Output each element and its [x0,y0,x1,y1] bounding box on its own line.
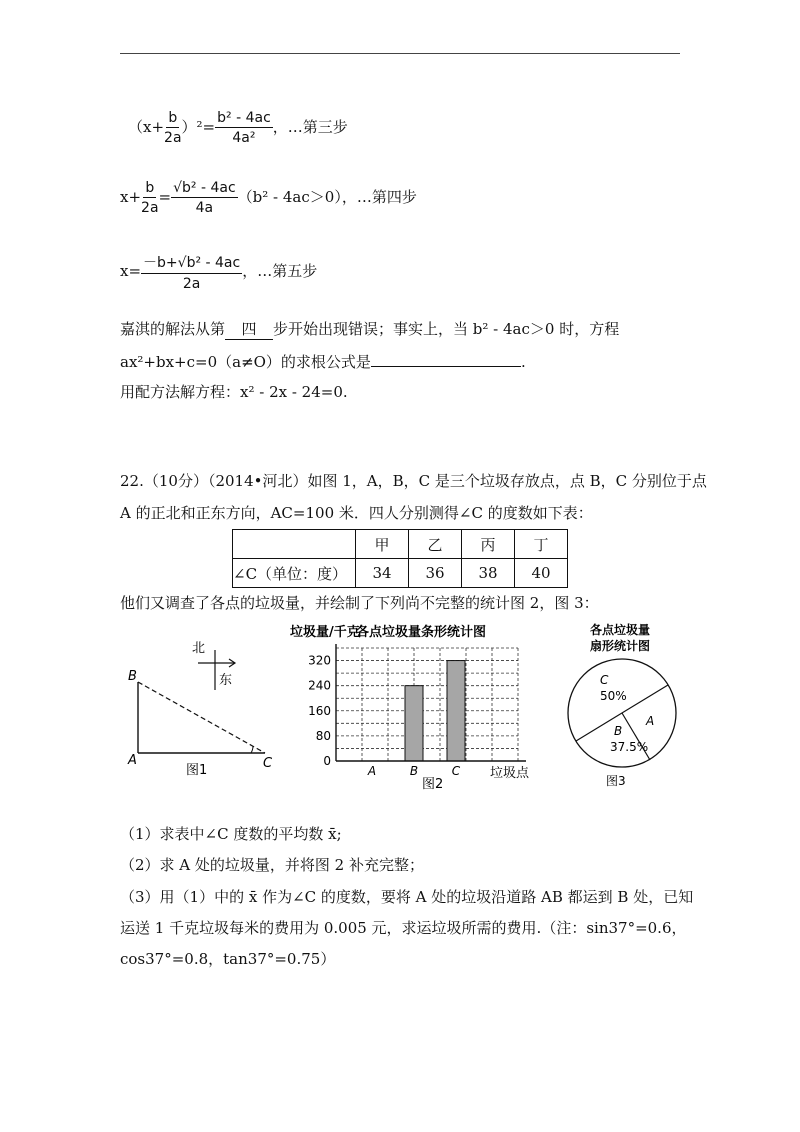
table-row [233,530,568,559]
step4-equation [120,180,417,216]
step4-condition: （b² - 4ac＞0），…第四步 [237,188,417,206]
para1-text-a: 嘉淇的解法从第 [120,320,226,338]
paragraph-formula [120,350,526,372]
table-name-1: 甲 [356,530,409,559]
table-row [233,559,568,588]
para2-text-b: . [520,353,526,371]
step4-eq: = [158,188,172,206]
point-B-label: B [128,669,137,684]
table-value-3: 38 [462,559,515,588]
y-tick-label: 320 [308,653,331,668]
table-value-1: 34 [356,559,409,588]
x-tick-label: C [451,764,461,778]
table-corner [233,530,356,559]
table-name-2: 乙 [409,530,462,559]
sub-question-1: （1）求表中∠C 度数的平均数 x̄; [120,825,342,843]
sub-question-3-line2: 运送 1 千克垃圾每米的费用为 0.005 元，求运垃圾所需的费用.（注：sin37°=0.6， [120,919,687,937]
q22-line2: A 的正北和正东方向，AC=100 米．四人分别测得∠C 的度数如下表： [120,504,593,522]
pie-label-B: B [614,724,623,738]
x-tick-label: B [409,764,419,778]
bar-B [405,686,423,761]
y-tick-label: 160 [308,703,331,718]
q22-line3: 他们又调查了各点的垃圾量，并绘制了下列尚不完整的统计图 2，图 3： [120,594,599,612]
answer-blank-formula[interactable] [371,350,521,367]
pie-percent-C: 50% [600,689,627,703]
table-row-header: ∠C（单位：度） [233,559,356,588]
angle-C-arc [251,746,253,753]
chart-grid [336,648,518,761]
table-name-4: 丁 [515,530,568,559]
step3-rhs-frac: $\frac{\text{b² - 4ac}}{\text{4a²}}$ [217,110,271,146]
point-A-label: A [128,753,137,768]
step3-equation [128,110,348,146]
paragraph-error-step [120,318,619,340]
y-tick-label: 0 [323,754,331,768]
table-name-3: 丙 [462,530,515,559]
answer-fill-step: 四 [225,318,273,340]
step4-rhs-frac: $\frac{\text{√b² - 4ac}}{4a}$ [173,180,236,216]
figure1-triangle [120,630,280,790]
bar-C [447,661,465,761]
point-C-label: C [263,756,273,771]
sub-question-3-line1: （3）用（1）中的 x̄ 作为∠C 的度数，要将 A 处的垃圾沿道路 AB 都运到 B 处，已知 [120,888,694,906]
figure3-pie [560,618,690,790]
table-value-2: 36 [409,559,462,588]
chart-xlabel: 垃圾点 [490,766,530,781]
step3-lhs: （x+ [128,118,165,136]
para2-text-a: ax²+bx+c=0（a≠O）的求根公式是 [120,353,371,371]
chart-caption: 图2 [422,777,444,790]
header-rule [120,53,680,54]
chart-ylabel: 垃圾量/千克 [290,625,360,640]
y-tick-label: 240 [308,678,331,693]
step3-frac-b-2a: $\frac{b}{2a}$ [164,110,182,146]
pie-title-line2: 扇形统计图 [590,639,651,653]
bar-chart [290,618,540,790]
step5-label: ，…第五步 [242,262,318,280]
sub-question-2: （2）求 A 处的垃圾量，并将图 2 补充完整； [120,856,424,874]
step5-rhs-frac: $\frac{\text{－b+√b² - 4ac}}{2a}$ [141,252,242,292]
pie-title-line1: 各点垃圾量 [590,623,651,637]
pie-percent-B: 37.5% [610,740,649,754]
step4-frac-b-2a: $\frac{b}{2a}$ [141,180,159,216]
side-BC-dashed [138,682,265,753]
pie-label-C: C [600,673,609,687]
step3-close: ）²= [181,118,216,136]
north-label: 北 [192,641,206,656]
table-value-4: 40 [515,559,568,588]
chart-xticks [367,764,461,778]
chart-yticks [308,654,331,768]
step4-lhs: x+ [120,188,142,206]
x-tick-label: A [367,764,377,778]
step3-label: ，…第三步 [272,118,348,136]
figure1-caption: 图1 [186,763,208,778]
chart-title: 各点垃圾量条形统计图 [356,625,487,640]
pie-label-A: A [646,714,655,728]
y-tick-label: 80 [315,728,331,743]
q22-line1: 22.（10分）（2014•河北）如图 1，A，B，C 是三个垃圾存放点，点 B，C 分别位于点 [120,472,707,490]
angle-table [232,529,568,588]
figure3-caption: 图3 [606,774,626,788]
step5-lhs: x= [120,262,142,280]
east-label: 东 [219,673,233,688]
para1-text-b: 步开始出现错误；事实上，当 b² - 4ac＞0 时，方程 [273,320,620,338]
paragraph-solve: 用配方法解方程：x² - 2x - 24=0. [120,383,348,401]
sub-question-3-line3: cos37°=0.8，tan37°=0.75） [120,950,336,968]
step5-equation [120,252,317,292]
